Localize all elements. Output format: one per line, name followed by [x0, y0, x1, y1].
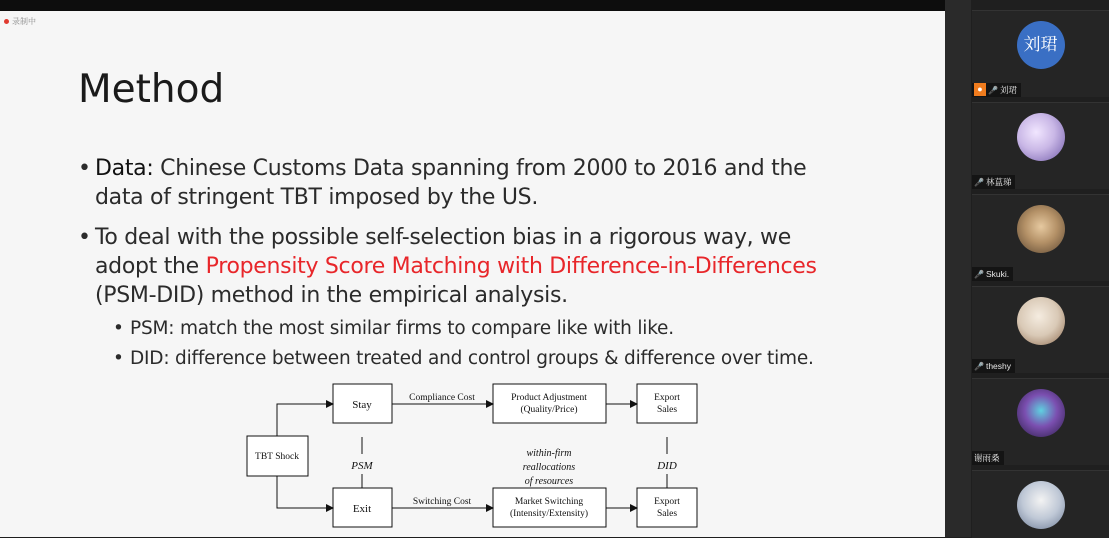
participant-name: 林蒀珶: [985, 177, 1012, 187]
bullet-dot-icon: •: [113, 348, 124, 369]
bullet-data-text: Chinese Customs Data spanning from 2000 to 2016 and the data of stringent TBT imposed by the US.: [95, 156, 807, 210]
mic-icon: 🎤: [974, 362, 984, 371]
recording-label: 录制中: [12, 17, 36, 26]
sub-bullet-did: [113, 347, 913, 371]
participant-tile[interactable]: [972, 470, 1109, 538]
participant-tile[interactable]: [972, 10, 1109, 97]
avatar: [1017, 297, 1065, 345]
bullet-dot-icon: •: [78, 225, 91, 250]
market-switching-label: Market Switching: [514, 497, 584, 507]
export-sales-top-box: [637, 384, 697, 423]
exit-label: Exit: [352, 503, 372, 515]
participant-tile[interactable]: [972, 194, 1109, 281]
host-icon: ●: [974, 83, 986, 96]
mic-icon: 🎤: [988, 86, 998, 95]
sub-bullet-psm-text: PSM: match the most similar firms to compare like with like.: [130, 318, 674, 339]
export-bottom-line2: Sales: [656, 509, 678, 519]
reallocation-line1: within-firm: [526, 448, 572, 459]
participant-name-tag: [972, 359, 1015, 373]
participant-name-tag: [972, 451, 1004, 465]
tbt-shock-label: TBT Shock: [255, 452, 299, 462]
reallocation-line2: reallocations: [522, 462, 576, 473]
export-bottom-line1: Export: [654, 497, 680, 507]
export-top-line2: Sales: [656, 405, 678, 415]
slide-title: Method: [78, 67, 225, 112]
avatar: 刘珺: [1017, 21, 1065, 69]
participant-name-tag: [972, 267, 1013, 281]
participant-name: theshy: [985, 361, 1012, 371]
participant-name-tag: [972, 83, 1021, 97]
quality-price-label: (Quality/Price): [520, 405, 578, 415]
sub-bullet-psm: [113, 317, 913, 341]
participant-tile[interactable]: [972, 286, 1109, 373]
avatar: [1017, 481, 1065, 529]
bullet-data: [78, 154, 838, 212]
participant-name: 谢雨桑: [974, 453, 1000, 463]
participant-name: 刘珺: [999, 85, 1017, 95]
bullet-method-highlight: Propensity Score Matching with Difference-in-Differences: [205, 254, 817, 279]
intensity-extensity-label: (Intensity/Extensity): [509, 509, 589, 519]
recording-indicator[interactable]: [4, 17, 36, 27]
participant-tile[interactable]: [972, 378, 1109, 465]
participant-tile[interactable]: [972, 102, 1109, 189]
mic-icon: 🎤: [974, 178, 984, 187]
mic-icon: 🎤: [974, 270, 984, 279]
record-dot-icon: [4, 19, 9, 24]
compliance-cost-label: Compliance Cost: [409, 393, 475, 403]
stay-label: Stay: [352, 399, 372, 411]
avatar: [1017, 205, 1065, 253]
switching-cost-label: Switching Cost: [412, 497, 472, 507]
bullet-dot-icon: •: [78, 156, 91, 181]
product-adjustment-box: [493, 384, 606, 423]
reallocation-line3: of resources: [524, 476, 574, 487]
bullet-method-after: (PSM-DID) method in the empirical analysis.: [95, 283, 568, 308]
did-label: DID: [657, 460, 677, 472]
bullet-dot-icon: •: [113, 318, 124, 339]
bullet-method: [78, 223, 858, 310]
psm-label: PSM: [351, 460, 373, 472]
shared-slide: [0, 11, 945, 537]
participant-name: Skuki.: [985, 269, 1010, 279]
bullet-data-lead: Data:: [95, 156, 154, 181]
participant-video-panel: [945, 0, 1109, 537]
market-switching-box: [493, 488, 606, 527]
export-sales-bottom-box: [637, 488, 697, 527]
bullet-method-before: To deal with the possible self-selection bias in a rigorous way, we adopt the: [95, 225, 791, 279]
product-adjustment-label: Product Adjustment: [511, 393, 587, 403]
arrow-to-stay: [277, 404, 333, 436]
participant-name-tag: [972, 175, 1015, 189]
top-bar: [0, 0, 945, 11]
avatar: [1017, 113, 1065, 161]
panel-scroll-gutter[interactable]: [945, 0, 971, 537]
export-top-line1: Export: [654, 393, 680, 403]
avatar: [1017, 389, 1065, 437]
psm-did-diagram: [240, 381, 710, 537]
sub-bullet-did-text: DID: difference between treated and control groups & difference over time.: [130, 348, 814, 369]
arrow-to-exit: [277, 476, 333, 508]
